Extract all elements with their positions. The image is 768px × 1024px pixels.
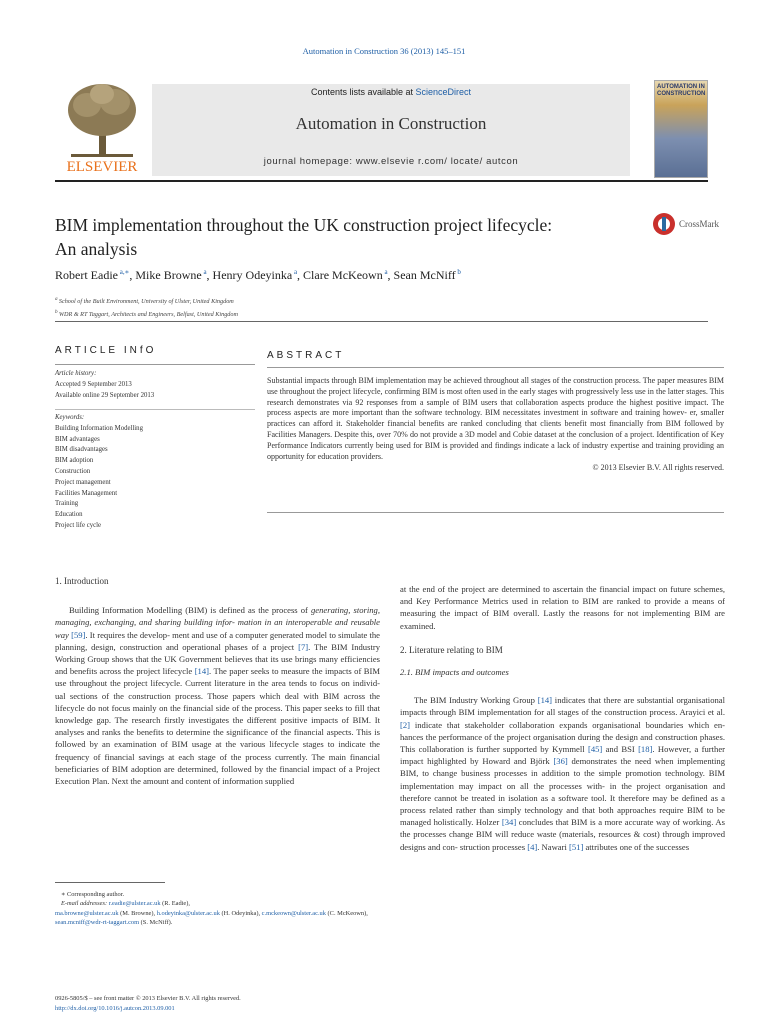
issn-line: 0926-5805/$ – see front matter © 2013 Elsevier B.V. All rights reserved. [55, 995, 241, 1002]
affiliation-line: $^b$ WDR & RT Taggart, Architects and Engineers, Belfast, United Kingdom [55, 309, 238, 319]
citation-link[interactable]: [7] [298, 641, 309, 652]
affiliations [55, 294, 238, 320]
citation-link[interactable]: [59] [71, 629, 86, 640]
journal-header-box [152, 84, 630, 176]
body-column-left [55, 575, 380, 787]
cover-title: AUTOMATION IN CONSTRUCTION [657, 84, 706, 97]
citation-link[interactable]: [14] [194, 666, 210, 677]
journal-citation[interactable]: Automation in Construction 36 (2013) 145–151 [302, 46, 466, 56]
author-affiliation-marker: a [201, 268, 207, 276]
email-link[interactable]: ma.browne@ulster.ac.uk [55, 909, 119, 917]
journal-homepage[interactable]: journal homepage: www.elsevie r.com/ locate/ autcon [263, 156, 519, 167]
keyword-item: BIM adoption [55, 457, 94, 465]
abstract-heading: ABSTRACT [267, 350, 345, 361]
elsevier-logo [57, 80, 147, 175]
citation-link[interactable]: [2] [400, 719, 411, 730]
article-info-divider [55, 364, 255, 365]
doi-link[interactable]: http://dx.doi.org/10.1016/j.autcon.2013.09.001 [55, 1004, 175, 1012]
abstract-copyright: © 2013 Elsevier B.V. All rights reserved. [592, 463, 724, 473]
author-affiliation-marker: a [382, 268, 388, 276]
keyword-item: Education [55, 511, 83, 519]
journal-cover-thumbnail [654, 80, 708, 178]
keyword-item: Construction [55, 467, 91, 475]
author-name[interactable]: Robert Eadie [55, 268, 118, 282]
citation-link[interactable]: [45] [587, 744, 603, 755]
keywords: Keywords: Building Information Modelling BIM advantages BIM disadvantages BIM adoption Construction Project management Facilities Management Training Education Project life cycle [55, 413, 143, 532]
elsevier-tree-icon [57, 80, 147, 175]
keyword-item: BIM advantages [55, 435, 100, 443]
journal-name: Automation in Construction [295, 114, 487, 133]
corresponding-author-note: ∗ Corresponding author. [61, 891, 125, 898]
abstract-end-divider [267, 512, 724, 513]
citation-link[interactable]: [18] [638, 744, 653, 755]
keyword-item: Building Information Modelling [55, 424, 143, 432]
keyword-item: Training [55, 500, 79, 508]
article-info-heading: ARTICLE INfO [55, 345, 157, 356]
page-footer [55, 994, 241, 1013]
citation-link[interactable]: [36] [553, 756, 568, 767]
contents-availability: Contents lists available at ScienceDirect [310, 87, 472, 97]
citation-link[interactable]: [4] [527, 841, 538, 852]
keywords-divider [55, 409, 255, 410]
crossmark-label: CrossMark [679, 219, 719, 229]
section-heading-introduction: 1. Introduction [55, 576, 109, 586]
email-link[interactable]: r.eadie@ulster.ac.uk [108, 900, 161, 908]
citation-link[interactable]: [34] [501, 817, 517, 828]
author-name[interactable]: Sean McNiff [393, 268, 456, 282]
author-list: Robert Eadie $^{a,∗}$, Mike Browne $^a$, Henry Odeyinka $^a$, Clare McKeown $^a$, Sean McNiff $^b$ [55, 268, 461, 282]
keyword-item: BIM disadvantages [55, 446, 108, 454]
author-name[interactable]: Clare McKeown [303, 268, 383, 282]
author-affiliation-marker: a,∗ [117, 268, 130, 276]
sciencedirect-link[interactable]: ScienceDirect [415, 87, 472, 97]
affiliation-line: $^a$ School of the Built Environment, University of Ulster, United Kingdom [55, 296, 234, 306]
author-affiliation-marker: a [292, 268, 298, 276]
footnote: ∗ Corresponding author. E-mail addresses: r.eadie@ulster.ac.uk (R. Eadie), ma.browne@ulster.ac.uk (M. Browne), h.odeyinka@ulster.ac.uk (H. Odeyinka), c.mckeown@ulster.ac.uk (C. McKeown), sean.mcniff@wdr-rt-taggart.com (S. McNiff). [55, 890, 380, 928]
author-name[interactable]: Mike Browne [135, 268, 202, 282]
section-heading-literature: 2. Literature relating to BIM [400, 644, 503, 655]
abstract-divider [267, 367, 724, 368]
citation-link[interactable]: [51] [569, 841, 584, 852]
author-affiliation-marker: b [455, 268, 461, 276]
affiliation-divider [55, 321, 708, 322]
keyword-item: Facilities Management [55, 489, 118, 497]
author-name[interactable]: Henry Odeyinka [212, 268, 293, 282]
article-title: BIM implementation throughout the UK construction project lifecycle: An analysis [55, 215, 553, 259]
intro-paragraph: Building Information Modelling (BIM) is defined as the process of generating, storing, managing, exchanging, and sharing building infor- mation in an interoperable and reusable way [59]. It requires the develop- ment and use of a computer generated model to simulate the planning, design, construction and operational phases of a project [7]. The BIM Industry Working Group shows that the UK Government believes that its use brings many efficiencies and benefits across the project lifecycle [14]. The paper seeks to measure the impacts of BIM use throughout the project lifecycle. Current literature in the area tends to focus on individ- ual sections of the construction process. Those papers which deal with BIM across the lifecycle do not focus mainly on the financial side of the process. This paper seeks to fill that knowledge gap. The research firstly investigates the different positive impacts of BIM. It analyses and ranks the benefits to determine the significance of the financial aspects. This is followed by an examination of BIM usage at the various lifecycle stages to indicate the frequency of financial savings at each stage of the process currently. The main financial beneficiaries of BIM adoption are determined, followed by the financial impact of a Project Execution Plan. Next the amount and content of information supplied [55, 605, 380, 787]
citation-link[interactable]: [14] [537, 695, 553, 706]
literature-paragraph: The BIM Industry Working Group [14] indicates that there are substantial organisational impacts through BIM implementation for all stages of the construction process. Arayici et al. [2] indicate that stakeholder collaboration expands organisational boundaries which en- hances the performance of the project organisation during the design and construction phases. This collaboration is further supported by Kymmell [45] and BSI [18]. However, a further impact highlighted by Howard and Björk [36] demonstrates the need when implementing BIM, to change business processes in addition to the simple promotion technology. BIM implementation may impact on all the processes with- in the project organisation and therefore cannot be treated in isolation as a software tool. It therefore may be defined as a process related rather than simply technology and that both approaches require BIM to be managed holistically. Holzer [34] concludes that BIM is a more accurate way of working. As the processes change BIM will reduce waste (materials, resources & cost) through improved designs and con- struction processes [4]. Nawari [51] attributes one of the successes [400, 695, 726, 852]
header-divider [55, 180, 708, 182]
article-history: Article history: Accepted 9 September 2013 Available online 29 September 2013 [55, 370, 155, 399]
continued-paragraph: at the end of the project are determined to ascertain the financial impact on future schemes, and Key Performance Metrics used in relation to BIM are ranked to provide a means of measuring the impact of BIM overall. Lastly the reasons for not implementing BIM are examined. [400, 584, 725, 631]
email-link[interactable]: c.mckeown@ulster.ac.uk [261, 909, 326, 917]
crossmark-badge[interactable] [652, 212, 722, 236]
crossmark-icon [652, 212, 722, 236]
keyword-item: Project life cycle [55, 521, 102, 529]
subsection-heading: 2.1. BIM impacts and outcomes [400, 667, 509, 678]
publisher-name: ELSEVIER [66, 159, 138, 175]
body-column-right [400, 583, 725, 853]
keyword-item: Project management [55, 478, 111, 486]
abstract-body: Substantial impacts through BIM implementation may be achieved throughout all stages of the construction process. The paper measures BIM use throughout the project lifecycle, confirming BIM is most often used in the early stages with progressively less use in the latter stages. This research demonstrates via 92 responses from a sample of BIM users that collaboration aspects produce the highest positive impact. The process aspects are more important than the software technology. BIM necessitates investment in software and training howev- er, smaller practices can afford it. Stakeholder financial benefits are ranked concluding that clients benefit most financially from BIM followed by Facilities Managers. Despite this, over 70% do not provide a 3D model and Cobie dataset at the conclusion of a project. Identification of Key Performance Indicators currently being used for BIM is provided and findings indicate a lack of industry expertise and training providing an opportunity for education providers. © 2013 Elsevier B.V. All rights reserved. [267, 376, 724, 473]
email-link[interactable]: sean.mcniff@wdr-rt-taggart.com [55, 919, 140, 927]
email-link[interactable]: h.odeyinka@ulster.ac.uk [156, 909, 220, 917]
footnote-divider [55, 882, 165, 883]
